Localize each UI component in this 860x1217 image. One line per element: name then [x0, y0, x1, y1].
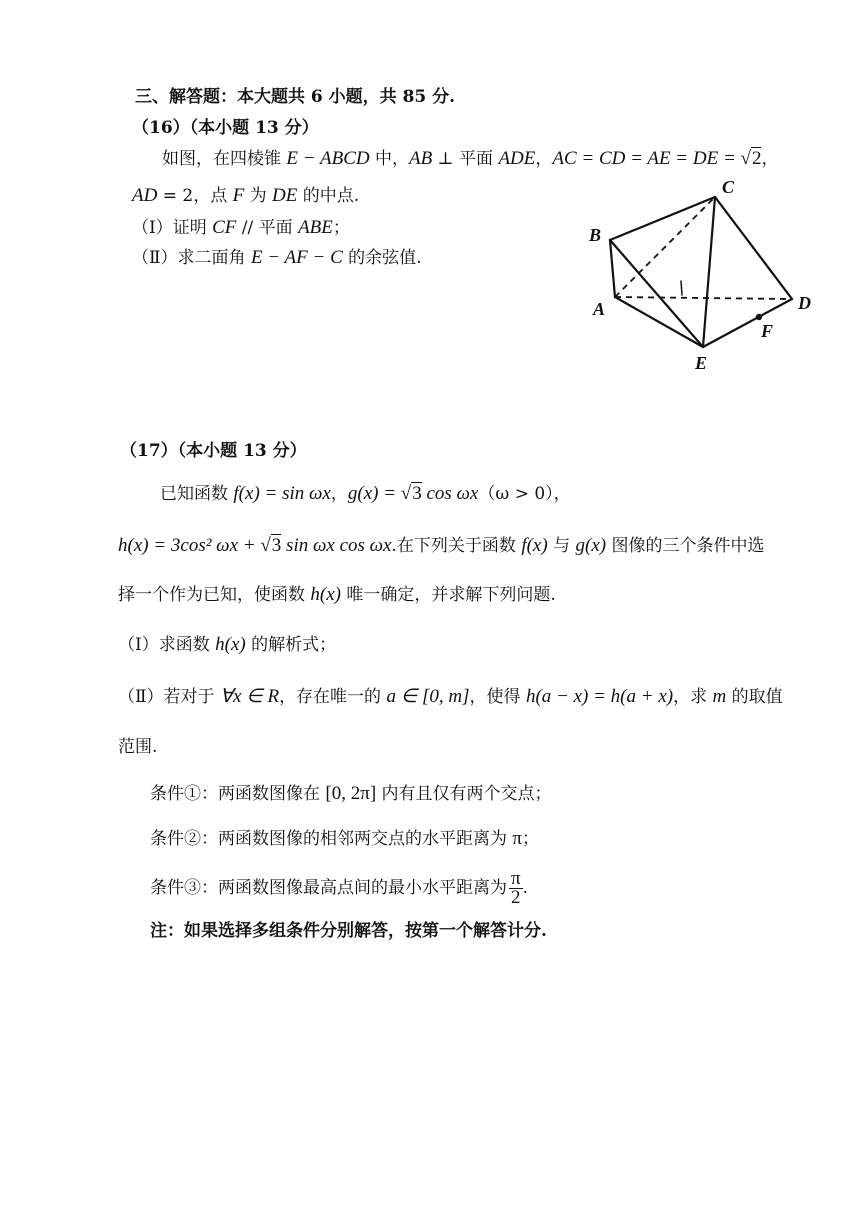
edge-CE	[703, 197, 715, 347]
note: 注：如果选择多组条件分别解答，按第一个解答计分.	[150, 921, 547, 941]
label-A: A	[593, 299, 606, 319]
edge-AD-hidden	[615, 297, 792, 299]
edge-CD	[715, 197, 792, 299]
section-heading: 三、解答题：本大题共 6 小题，共 85 分.	[135, 87, 456, 107]
label-E: E	[695, 353, 708, 373]
q16-part1: （Ⅰ）证明 CF // 平面 ABE；	[132, 217, 350, 238]
condition-2: 条件②：两函数图像的相邻两交点的水平距离为 π；	[150, 828, 539, 849]
q17-line3: 择一个作为已知，使函数 h(x) 唯一确定，并求解下列问题.	[118, 584, 556, 605]
q16-line2: AD = 2，点 F 为 DE 的中点.	[132, 185, 360, 206]
label-D: D	[798, 293, 811, 313]
tick-mark	[681, 281, 682, 295]
point-F	[756, 314, 762, 320]
condition-1: 条件①：两函数图像在 [0, 2π] 内有且仅有两个交点；	[150, 783, 552, 804]
edge-AE	[615, 297, 703, 347]
q17-part2-cont: 范围.	[118, 737, 158, 757]
q17-part1: （Ⅰ）求函数 h(x) 的解析式；	[118, 634, 337, 655]
pi-over-2-fraction: $\frac{\pi}{2}$	[511, 868, 521, 908]
condition-3: 条件③：两函数图像最高点间的最小水平距离为 $\frac{\pi}{2}$ .	[150, 868, 528, 908]
label-B: B	[589, 225, 602, 245]
label-C: C	[722, 177, 735, 197]
edge-AB	[610, 240, 615, 297]
label-F: F	[761, 321, 774, 341]
q17-part2: （Ⅱ）若对于 ∀x ∈ R，存在唯一的 a ∈ [0, m]，使得 h(a − x) = h(a + x)，求 m 的取值	[118, 686, 783, 707]
edge-AC-hidden	[615, 197, 715, 297]
q17-header: （17）（本小题 13 分）	[120, 441, 307, 461]
q16-header: （16）（本小题 13 分）	[132, 118, 319, 138]
q17-line2: h(x) = 3cos² ωx + √3 sin ωx cos ωx.在下列关于函数 f(x) 与 g(x) 图像的三个条件中选	[118, 535, 765, 556]
edge-ED	[703, 299, 792, 347]
edge-BC	[610, 197, 715, 240]
q17-line1: 已知函数 f(x) = sin ωx，g(x) = √3 cos ωx（ω > 0），	[160, 483, 571, 504]
q16-part2: （Ⅱ）求二面角 E − AF − C 的余弦值.	[132, 247, 422, 268]
pyramid-diagram	[585, 175, 820, 375]
q16-line1: 如图，在四棱锥 E − ABCD 中，AB ⊥ 平面 ADE，AC = CD = AE = DE = √2，	[162, 148, 779, 169]
